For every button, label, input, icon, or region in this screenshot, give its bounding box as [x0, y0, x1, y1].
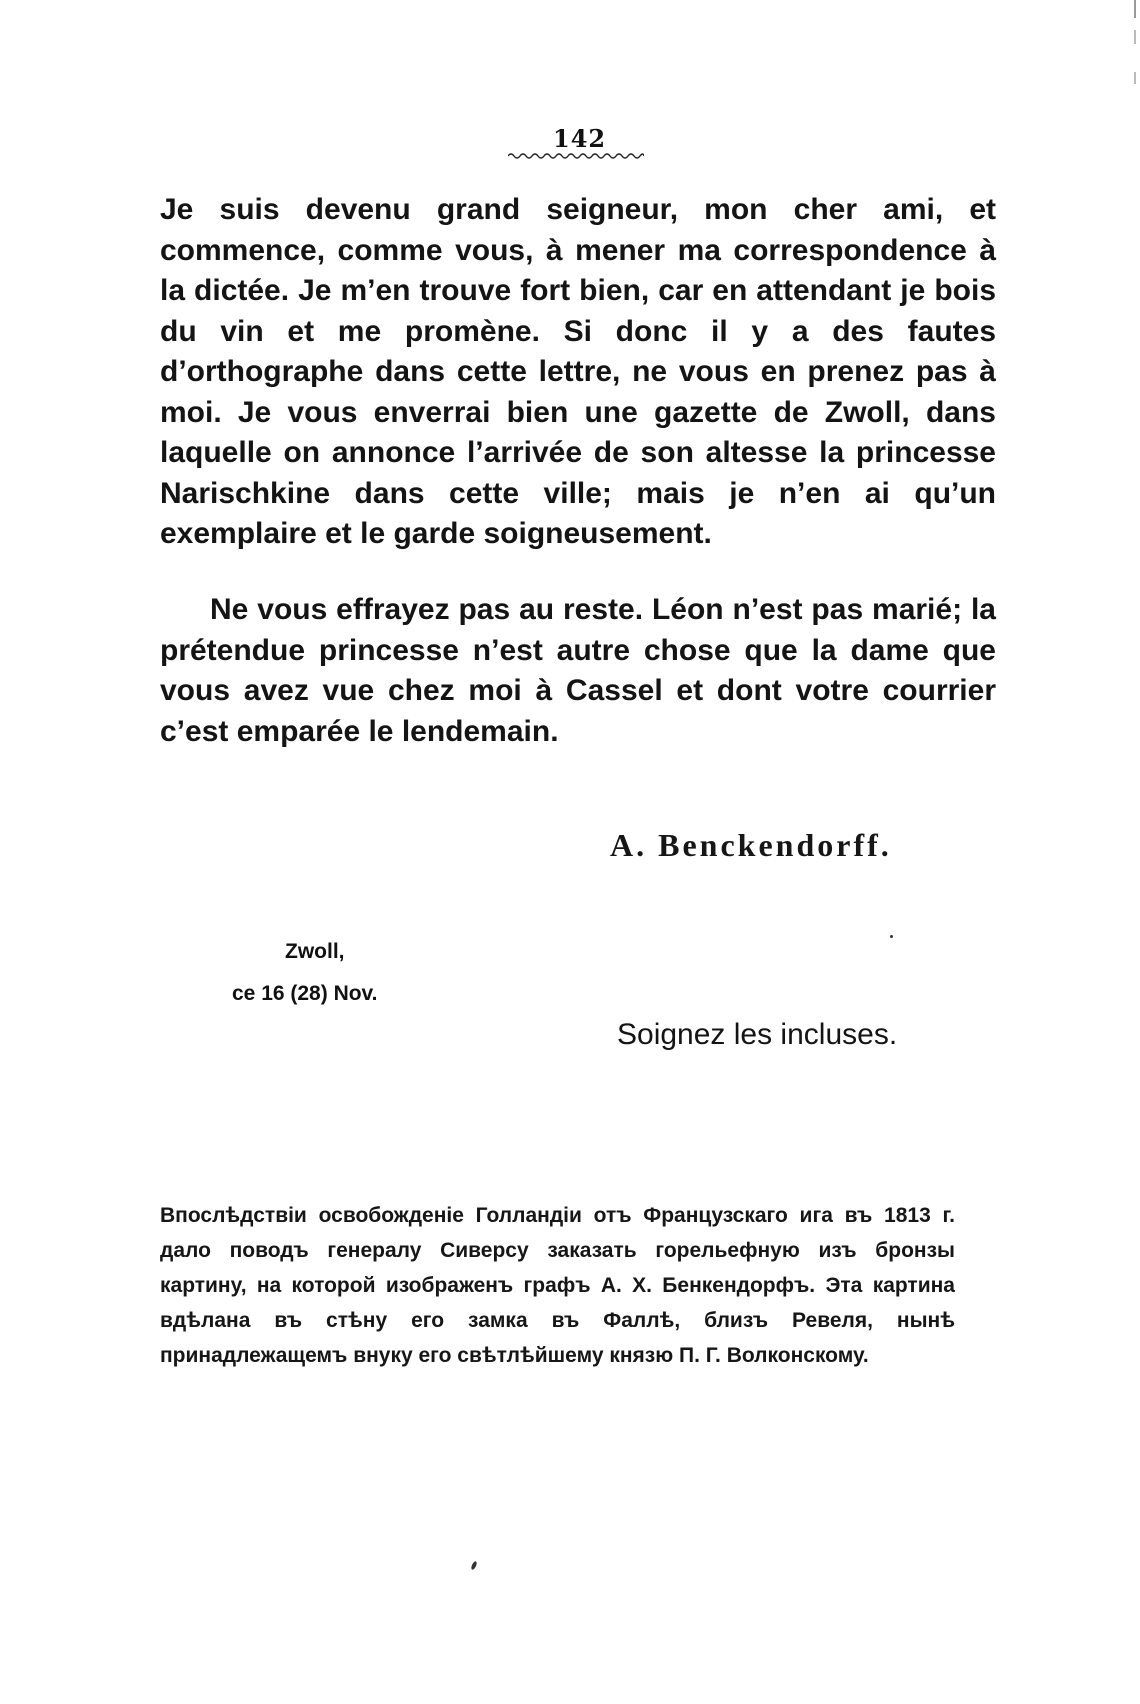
- signature: A. Benckendorff.: [610, 827, 892, 863]
- scan-edge-mark: [1134, 0, 1136, 110]
- ink-speck: [890, 935, 893, 938]
- page-number-ornament: [508, 152, 644, 160]
- letter-paragraph-1: Je suis devenu grand seigneur, mon cher ami, et commence, comme vous, à mener ma correspondence à la dictée. Je m’en trouve fort bien, car en attendant je bois du vin et me promène. Si donc il y a des fautes d’orthographe dans cette lettre, ne vous en prenez pas à moi. Je vous enverrai bien une gazette de Zwoll, dans laquelle on annonce l’arrivée de son altesse la princesse Narischkine dans cette ville; mais je n’en ai qu’un exemplaire et le garde soigneusement.: [160, 193, 996, 550]
- footnote: Впослѣдствіи освобожденіе Голландіи отъ Французскаго ига въ 1813 г. дало поводъ генералу Сиверсу заказать горельефную изъ бронзы картину, на которой изображенъ графъ А. Х. Бенкендорфъ. Эта картина вдѣлана въ стѣну его замка въ Фаллѣ, близъ Ревеля, нынѣ принадлежащемъ внуку его свѣтлѣйшему князю П. Г. Волконскому.: [160, 1204, 955, 1367]
- postscript: Soignez les incluses.: [617, 1018, 898, 1051]
- ink-speck: [470, 1561, 477, 1571]
- letter-paragraph-2: Ne vous effrayez pas au reste. Léon n’est pas marié; la prétendue princesse n’est autre chose que la dame que vous avez vue chez moi à Cassel et dont votre courrier c’est emparée le lendemain.: [160, 593, 996, 748]
- letter-date: ce 16 (28) Nov.: [232, 982, 378, 1005]
- page-number: 142: [553, 124, 607, 153]
- letter-place: Zwoll,: [285, 940, 345, 963]
